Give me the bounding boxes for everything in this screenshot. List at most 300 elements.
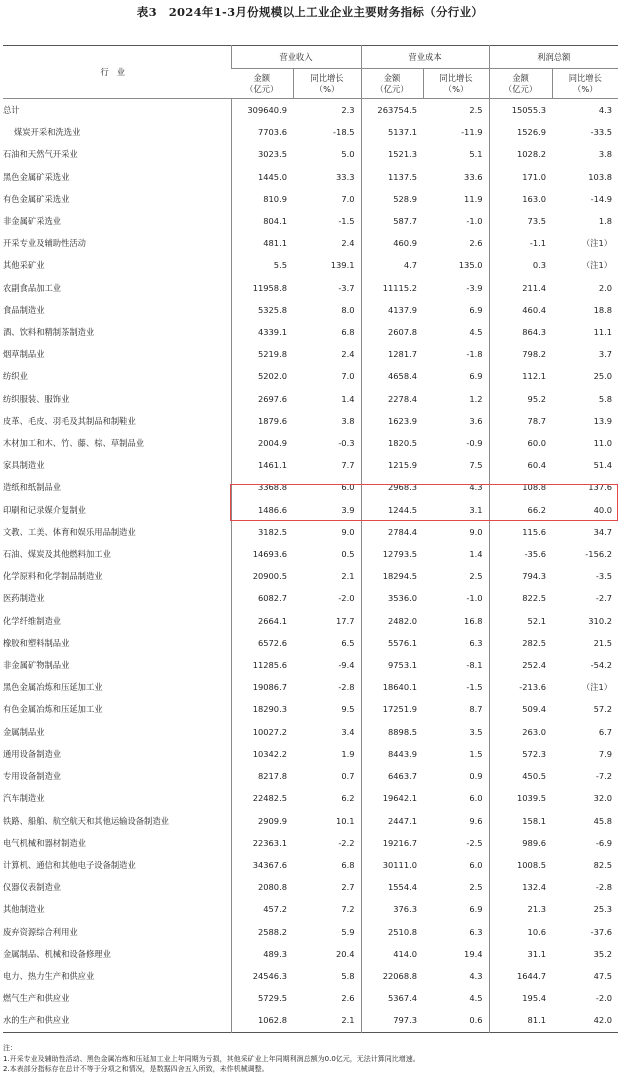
profit-growth-cell: -14.9 <box>590 193 613 204</box>
cost-growth-cell: 3.6 <box>469 415 483 426</box>
profit-amount-cell: 211.4 <box>489 277 552 299</box>
cost-amount-cell: 22068.8 <box>361 965 423 987</box>
cost-growth-cell: 19.4 <box>464 948 483 959</box>
profit-amount-cell: 95.2 <box>489 388 552 410</box>
revenue-growth-cell: 2.1 <box>341 571 355 582</box>
table-row <box>3 854 618 876</box>
profit-growth-cell: -54.2 <box>590 660 613 671</box>
industry-name: 纺织业 <box>3 371 28 382</box>
profit-amount-cell: 163.0 <box>489 188 552 210</box>
industry-name: 汽车制造业 <box>3 793 45 804</box>
revenue-amount-cell: 10342.2 <box>231 743 293 765</box>
revenue-growth-cell: 5.0 <box>341 149 355 160</box>
revenue-amount-cell: 34367.6 <box>231 854 293 876</box>
profit-growth-cell: 2.0 <box>598 282 613 293</box>
profit-growth-cell: -2.8 <box>595 882 613 893</box>
profit-growth-cell: （注1） <box>581 238 613 249</box>
revenue-amount-cell: 804.1 <box>231 210 293 232</box>
cost-growth-cell: -1.0 <box>466 216 483 227</box>
cost-growth-cell: 6.0 <box>469 859 483 870</box>
profit-growth-cell: 35.2 <box>593 948 613 959</box>
profit-growth-cell: 47.5 <box>593 970 613 981</box>
table-row <box>3 654 618 676</box>
table-row <box>3 166 618 188</box>
cost-amount-cell: 1820.5 <box>361 432 423 454</box>
revenue-amount-cell: 18290.3 <box>231 698 293 720</box>
revenue-amount-cell: 22363.1 <box>231 832 293 854</box>
revenue-amount-cell: 3023.5 <box>231 143 293 165</box>
revenue-growth-cell: 3.8 <box>341 415 355 426</box>
cost-amount-cell: 5137.1 <box>361 121 423 143</box>
cost-amount-cell: 17251.9 <box>361 698 423 720</box>
revenue-amount-cell: 19086.7 <box>231 676 293 698</box>
revenue-growth-cell: -1.5 <box>338 216 355 227</box>
industry-name: 木材加工和木、竹、藤、棕、草制品业 <box>3 438 145 449</box>
table-row <box>3 587 618 609</box>
revenue-amount-cell: 309640.9 <box>231 99 293 122</box>
note-2: 2.本表部分指标存在总计不等于分项之和情况，是数据四舍五入所致，未作机械调整。 <box>3 1065 269 1073</box>
profit-growth-cell: 11.0 <box>593 438 613 449</box>
table-row <box>3 232 618 254</box>
profit-amount-cell: 1526.9 <box>489 121 552 143</box>
revenue-growth-cell: 7.0 <box>341 193 355 204</box>
revenue-amount-cell: 22482.5 <box>231 787 293 809</box>
cost-growth-cell: 3.1 <box>469 504 483 515</box>
industry-name: 化学纤维制造业 <box>3 615 62 626</box>
cost-growth-cell: 1.5 <box>469 748 483 759</box>
profit-amount-cell: 794.3 <box>489 565 552 587</box>
profit-growth-cell: 5.8 <box>598 393 613 404</box>
revenue-growth-cell: 6.8 <box>341 327 355 338</box>
cost-amount-cell: 30111.0 <box>361 854 423 876</box>
cost-growth-cell: 4.3 <box>469 482 483 493</box>
profit-amount-header: 金额 （亿元） <box>489 69 552 99</box>
table-row <box>3 610 618 632</box>
industry-name: 食品制造业 <box>3 304 45 315</box>
industry-name: 其他采矿业 <box>3 260 45 271</box>
cost-amount-cell: 12793.5 <box>361 543 423 565</box>
notes-label: 注： <box>3 1044 17 1052</box>
revenue-amount-cell: 20900.5 <box>231 565 293 587</box>
profit-growth-cell: 18.8 <box>593 304 613 315</box>
profit-growth-cell: 3.7 <box>598 349 613 360</box>
profit-amount-cell: 1644.7 <box>489 965 552 987</box>
revenue-amount-cell: 481.1 <box>231 232 293 254</box>
cost-amount-cell: 1281.7 <box>361 343 423 365</box>
profit-amount-cell: 798.2 <box>489 343 552 365</box>
revenue-amount-cell: 1486.6 <box>231 499 293 521</box>
revenue-growth-cell: 17.7 <box>336 615 355 626</box>
cost-amount-cell: 1521.3 <box>361 143 423 165</box>
cost-growth-cell: 6.9 <box>469 904 483 915</box>
table-row <box>3 454 618 476</box>
profit-amount-cell: -213.6 <box>489 676 552 698</box>
cost-growth-cell: -0.9 <box>466 438 483 449</box>
profit-growth-cell: 40.0 <box>593 504 613 515</box>
industry-name: 金属制品、机械和设备修理业 <box>3 948 111 959</box>
industry-name: 其他制造业 <box>3 904 45 915</box>
industry-name: 造纸和纸制品业 <box>3 482 62 493</box>
profit-growth-cell: 25.0 <box>593 371 613 382</box>
cost-growth-cell: 0.9 <box>469 771 483 782</box>
industry-name: 专用设备制造业 <box>3 771 62 782</box>
profit-amount-cell: 460.4 <box>489 299 552 321</box>
profit-amount-cell: 195.4 <box>489 987 552 1009</box>
profit-growth-cell: 34.7 <box>593 526 613 537</box>
cost-amount-cell: 2510.8 <box>361 921 423 943</box>
industry-name: 电力、热力生产和供应业 <box>3 970 95 981</box>
cost-growth-cell: 1.2 <box>469 393 483 404</box>
revenue-growth-cell: -9.4 <box>338 660 355 671</box>
cost-amount-cell: 2482.0 <box>361 610 423 632</box>
profit-growth-cell: -37.6 <box>590 926 613 937</box>
revenue-amount-cell: 5325.8 <box>231 299 293 321</box>
financial-indicators-table <box>3 45 618 1033</box>
cost-amount-cell: 11115.2 <box>361 277 423 299</box>
profit-growth-cell: -2.0 <box>595 993 613 1004</box>
profit-growth-cell: 7.9 <box>598 748 613 759</box>
industry-name: 有色金属矿采选业 <box>3 193 70 204</box>
profit-amount-cell: 31.1 <box>489 943 552 965</box>
table-row <box>3 99 618 122</box>
industry-name: 计算机、通信和其他电子设备制造业 <box>3 859 136 870</box>
cost-growth-cell: 4.5 <box>469 327 483 338</box>
profit-growth-cell: 45.8 <box>593 815 613 826</box>
cost-growth-cell: -1.5 <box>466 682 483 693</box>
profit-growth-cell: （注1） <box>581 260 613 271</box>
industry-name: 酒、饮料和精制茶制造业 <box>3 327 95 338</box>
footnotes <box>3 1043 617 1075</box>
table-row <box>3 410 618 432</box>
profit-growth-header: 同比增长 （%） <box>552 69 618 99</box>
cost-growth-cell: 6.3 <box>469 637 483 648</box>
cost-growth-cell: 2.5 <box>469 571 483 582</box>
cost-growth-cell: 9.0 <box>469 526 483 537</box>
table-row <box>3 832 618 854</box>
revenue-amount-cell: 1062.8 <box>231 1009 293 1032</box>
profit-growth-cell: 42.0 <box>593 1015 613 1026</box>
cost-growth-cell: -1.0 <box>466 593 483 604</box>
profit-growth-cell: 82.5 <box>593 859 613 870</box>
profit-group-header: 利润总额 <box>489 46 618 69</box>
profit-amount-cell: 252.4 <box>489 654 552 676</box>
industry-name: 电气机械和器材制造业 <box>3 837 86 848</box>
cost-group-header: 营业成本 <box>361 46 489 69</box>
cost-growth-cell: 6.0 <box>469 793 483 804</box>
revenue-growth-cell: -3.7 <box>338 282 355 293</box>
profit-growth-cell: -33.5 <box>590 127 613 138</box>
cost-amount-cell: 4137.9 <box>361 299 423 321</box>
revenue-amount-cell: 4339.1 <box>231 321 293 343</box>
cost-amount-cell: 5367.4 <box>361 987 423 1009</box>
cost-amount-cell: 1244.5 <box>361 499 423 521</box>
profit-growth-cell: （注1） <box>581 682 613 693</box>
revenue-growth-cell: 2.7 <box>341 882 355 893</box>
cost-amount-cell: 8443.9 <box>361 743 423 765</box>
cost-growth-cell: 6.9 <box>469 304 483 315</box>
profit-growth-cell: 21.5 <box>593 637 613 648</box>
profit-amount-cell: 1028.2 <box>489 143 552 165</box>
cost-amount-cell: 528.9 <box>361 188 423 210</box>
revenue-amount-cell: 1445.0 <box>231 166 293 188</box>
table-row <box>3 787 618 809</box>
cost-growth-cell: 33.6 <box>464 171 483 182</box>
table-row <box>3 210 618 232</box>
profit-growth-cell: -6.9 <box>595 837 613 848</box>
revenue-amount-cell: 5.5 <box>231 254 293 276</box>
profit-amount-cell: 509.4 <box>489 698 552 720</box>
revenue-amount-cell: 2697.6 <box>231 388 293 410</box>
industry-name: 非金属矿物制品业 <box>3 660 70 671</box>
revenue-amount-cell: 6572.6 <box>231 632 293 654</box>
cost-amount-cell: 263754.5 <box>361 99 423 122</box>
table-row <box>3 765 618 787</box>
profit-amount-cell: 450.5 <box>489 765 552 787</box>
table-row <box>3 676 618 698</box>
revenue-growth-cell: 2.3 <box>293 99 361 122</box>
table-row <box>3 121 618 143</box>
cost-amount-cell: 9753.1 <box>361 654 423 676</box>
cost-growth-cell: 1.4 <box>469 549 483 560</box>
table-row <box>3 476 618 498</box>
profit-growth-cell: 310.2 <box>588 615 613 626</box>
profit-growth-cell: -3.5 <box>595 571 613 582</box>
industry-name: 水的生产和供应业 <box>3 1015 70 1026</box>
industry-name: 总计 <box>3 99 231 122</box>
table-row <box>3 254 618 276</box>
revenue-growth-cell: 2.1 <box>341 1015 355 1026</box>
revenue-amount-cell: 5202.0 <box>231 365 293 387</box>
cost-growth-cell: -1.8 <box>466 349 483 360</box>
table-row <box>3 1009 618 1032</box>
profit-amount-cell: 115.6 <box>489 521 552 543</box>
revenue-amount-cell: 489.3 <box>231 943 293 965</box>
profit-growth-cell: 6.7 <box>598 726 613 737</box>
note-1: 1.开采专业及辅助性活动、黑色金属冶炼和压延加工业上年同期为亏损，其他采矿业上年同期利润总额为0.0亿元，无法计算同比增速。 <box>3 1054 420 1063</box>
revenue-amount-cell: 14693.6 <box>231 543 293 565</box>
revenue-amount-cell: 1879.6 <box>231 410 293 432</box>
profit-amount-cell: 989.6 <box>489 832 552 854</box>
cost-amount-cell: 1554.4 <box>361 876 423 898</box>
table-row <box>3 565 618 587</box>
revenue-growth-cell: -2.8 <box>338 682 355 693</box>
revenue-amount-cell: 2664.1 <box>231 610 293 632</box>
industry-name: 石油和天然气开采业 <box>3 149 78 160</box>
cost-growth-cell: 9.6 <box>469 815 483 826</box>
cost-growth-cell: 2.6 <box>469 238 483 249</box>
profit-growth-cell: 13.9 <box>593 415 613 426</box>
cost-amount-cell: 18294.5 <box>361 565 423 587</box>
revenue-growth-cell: 9.5 <box>341 704 355 715</box>
revenue-amount-cell: 5729.5 <box>231 987 293 1009</box>
cost-amount-cell: 8898.5 <box>361 721 423 743</box>
cost-amount-cell: 19216.7 <box>361 832 423 854</box>
revenue-amount-cell: 2080.8 <box>231 876 293 898</box>
table-row <box>3 810 618 832</box>
cost-growth-cell: 8.7 <box>469 704 483 715</box>
revenue-growth-cell: 7.0 <box>341 371 355 382</box>
revenue-growth-cell: 139.1 <box>330 260 355 271</box>
table-row <box>3 943 618 965</box>
revenue-growth-cell: -2.2 <box>338 837 355 848</box>
profit-amount-cell: 60.4 <box>489 454 552 476</box>
profit-growth-cell: 25.3 <box>593 904 613 915</box>
table-row <box>3 743 618 765</box>
cost-amount-cell: 18640.1 <box>361 676 423 698</box>
profit-growth-cell: 51.4 <box>593 460 613 471</box>
cost-growth-cell: 4.3 <box>469 970 483 981</box>
profit-growth-cell: 57.2 <box>593 704 613 715</box>
profit-amount-cell: -35.6 <box>489 543 552 565</box>
table-row <box>3 321 618 343</box>
revenue-growth-cell: 10.1 <box>336 815 355 826</box>
profit-amount-cell: 66.2 <box>489 499 552 521</box>
cost-growth-cell: 2.5 <box>469 882 483 893</box>
industry-name: 医药制造业 <box>3 593 45 604</box>
cost-amount-header: 金额 （亿元） <box>361 69 423 99</box>
cost-amount-cell: 460.9 <box>361 232 423 254</box>
industry-name: 化学原料和化学制品制造业 <box>3 571 103 582</box>
cost-growth-cell: 6.9 <box>469 371 483 382</box>
profit-amount-cell: 572.3 <box>489 743 552 765</box>
revenue-growth-cell: 7.2 <box>341 904 355 915</box>
profit-amount-cell: 282.5 <box>489 632 552 654</box>
cost-growth-header: 同比增长 （%） <box>423 69 489 99</box>
revenue-amount-cell: 5219.8 <box>231 343 293 365</box>
profit-growth-cell: 103.8 <box>588 171 613 182</box>
revenue-amount-cell: 8217.8 <box>231 765 293 787</box>
profit-amount-cell: 263.0 <box>489 721 552 743</box>
cost-amount-cell: 4.7 <box>361 254 423 276</box>
revenue-growth-cell: 3.9 <box>341 504 355 515</box>
profit-amount-cell: 21.3 <box>489 898 552 920</box>
revenue-growth-cell: 9.0 <box>341 526 355 537</box>
revenue-growth-cell: 33.3 <box>336 171 355 182</box>
profit-amount-cell: 822.5 <box>489 587 552 609</box>
cost-amount-cell: 5576.1 <box>361 632 423 654</box>
revenue-growth-cell: 2.4 <box>341 238 355 249</box>
revenue-amount-cell: 10027.2 <box>231 721 293 743</box>
table-row <box>3 698 618 720</box>
cost-amount-cell: 2784.4 <box>361 521 423 543</box>
profit-amount-cell: 60.0 <box>489 432 552 454</box>
industry-name: 废弃资源综合利用业 <box>3 926 78 937</box>
industry-name: 印刷和记录媒介复制业 <box>3 504 86 515</box>
revenue-growth-cell: 6.2 <box>341 793 355 804</box>
industry-name: 文教、工美、体育和娱乐用品制造业 <box>3 526 136 537</box>
revenue-growth-cell: 6.0 <box>341 482 355 493</box>
revenue-growth-cell: 2.6 <box>341 993 355 1004</box>
profit-amount-cell: 78.7 <box>489 410 552 432</box>
table-row <box>3 143 618 165</box>
table-row <box>3 499 618 521</box>
profit-amount-cell: -1.1 <box>489 232 552 254</box>
revenue-growth-header: 同比增长 （%） <box>293 69 361 99</box>
table-row <box>3 921 618 943</box>
table-title: 表3 2024年1-3月份规模以上工业企业主要财务指标（分行业） <box>136 5 484 19</box>
revenue-growth-cell: 1.4 <box>341 393 355 404</box>
revenue-group-header: 营业收入 <box>231 46 361 69</box>
industry-name: 石油、煤炭及其他燃料加工业 <box>3 549 111 560</box>
profit-growth-cell: 11.1 <box>593 327 613 338</box>
profit-growth-cell: -7.2 <box>595 771 613 782</box>
table-row <box>3 543 618 565</box>
cost-amount-cell: 2607.8 <box>361 321 423 343</box>
cost-amount-cell: 6463.7 <box>361 765 423 787</box>
industry-name: 有色金属冶炼和压延加工业 <box>3 704 103 715</box>
profit-growth-cell: -156.2 <box>585 549 613 560</box>
revenue-growth-cell: -0.3 <box>338 438 355 449</box>
industry-name: 通用设备制造业 <box>3 748 62 759</box>
profit-growth-cell: 137.6 <box>588 482 613 493</box>
profit-amount-cell: 112.1 <box>489 365 552 387</box>
cost-amount-cell: 3536.0 <box>361 587 423 609</box>
revenue-growth-cell: 6.5 <box>341 637 355 648</box>
industry-name: 皮革、毛皮、羽毛及其制品和制鞋业 <box>3 415 136 426</box>
profit-growth-cell: 1.8 <box>598 216 613 227</box>
table-row <box>3 876 618 898</box>
industry-name: 纺织服装、服饰业 <box>3 393 70 404</box>
cost-amount-cell: 414.0 <box>361 943 423 965</box>
table-row <box>3 632 618 654</box>
revenue-growth-cell: 0.7 <box>341 771 355 782</box>
revenue-growth-cell: 1.9 <box>341 748 355 759</box>
cost-amount-cell: 797.3 <box>361 1009 423 1032</box>
industry-name: 黑色金属冶炼和压延加工业 <box>3 682 103 693</box>
industry-name: 家具制造业 <box>3 460 45 471</box>
profit-amount-cell: 1039.5 <box>489 787 552 809</box>
revenue-growth-cell: 20.4 <box>336 948 355 959</box>
profit-growth-cell: 3.8 <box>598 149 613 160</box>
table-row <box>3 388 618 410</box>
cost-amount-cell: 1623.9 <box>361 410 423 432</box>
industry-name: 煤炭开采和洗选业 <box>14 127 81 138</box>
cost-growth-cell: 135.0 <box>458 260 483 271</box>
industry-name: 仪器仪表制造业 <box>3 882 62 893</box>
profit-amount-cell: 132.4 <box>489 876 552 898</box>
table-row <box>3 721 618 743</box>
table-row <box>3 898 618 920</box>
cost-growth-cell: 4.5 <box>469 993 483 1004</box>
revenue-amount-header: 金额 （亿元） <box>245 72 279 94</box>
revenue-growth-cell: -18.5 <box>333 127 355 138</box>
profit-amount-cell: 1008.5 <box>489 854 552 876</box>
cost-growth-cell: 7.5 <box>469 460 483 471</box>
profit-amount-cell: 81.1 <box>489 1009 552 1032</box>
revenue-amount-cell: 1461.1 <box>231 454 293 476</box>
table-row <box>3 299 618 321</box>
profit-amount-cell: 0.3 <box>489 254 552 276</box>
cost-growth-cell: -8.1 <box>466 660 483 671</box>
revenue-growth-cell: 3.4 <box>341 726 355 737</box>
profit-growth-cell: 32.0 <box>593 793 613 804</box>
revenue-growth-cell: 5.8 <box>341 970 355 981</box>
cost-growth-cell: 6.3 <box>469 926 483 937</box>
revenue-growth-cell: 6.8 <box>341 859 355 870</box>
profit-amount-cell: 171.0 <box>489 166 552 188</box>
table-row <box>3 277 618 299</box>
revenue-amount-cell: 810.9 <box>231 188 293 210</box>
profit-amount-cell: 73.5 <box>489 210 552 232</box>
industry-name: 非金属矿采选业 <box>3 216 62 227</box>
revenue-amount-cell: 2588.2 <box>231 921 293 943</box>
cost-amount-cell: 19642.1 <box>361 787 423 809</box>
industry-name: 燃气生产和供应业 <box>3 993 70 1004</box>
table-row <box>3 965 618 987</box>
cost-amount-cell: 2447.1 <box>361 810 423 832</box>
cost-growth-cell: 11.9 <box>464 193 483 204</box>
profit-amount-cell: 158.1 <box>489 810 552 832</box>
